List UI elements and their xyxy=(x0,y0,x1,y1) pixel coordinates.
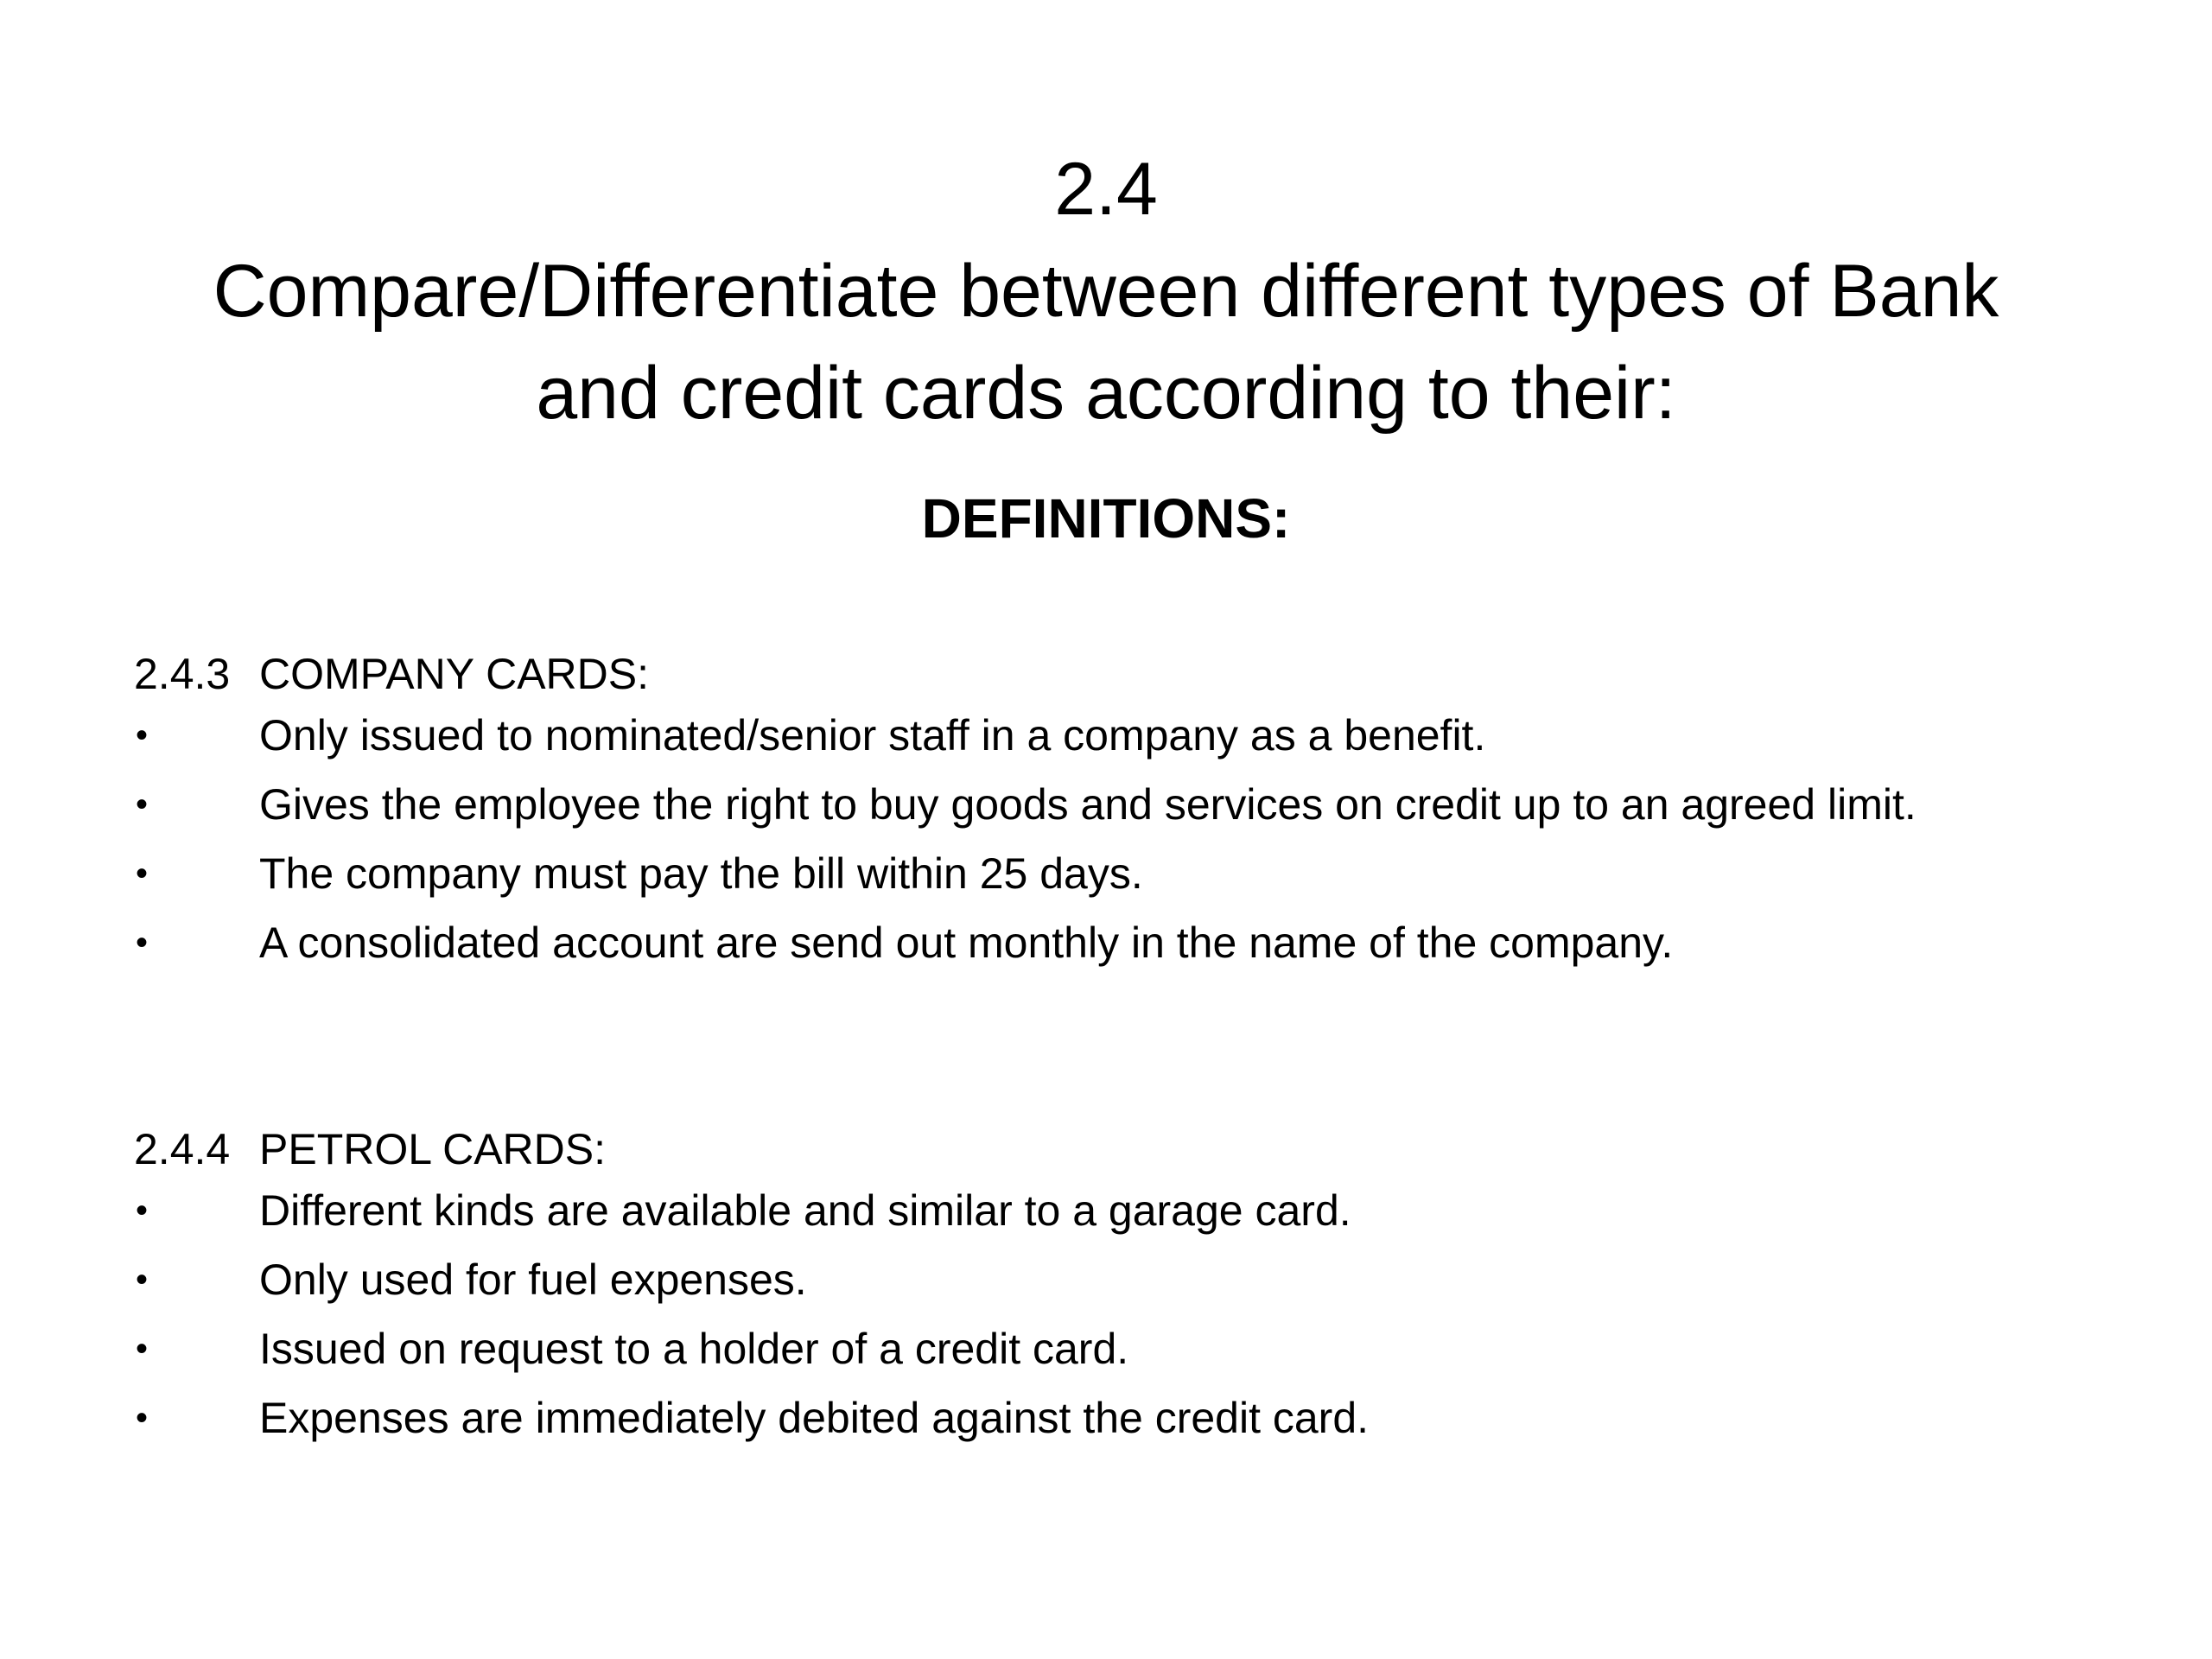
list-item-text: Only issued to nominated/senior staff in a company as a benefit. xyxy=(259,711,1486,760)
list-item-text: Only used for fuel expenses. xyxy=(259,1255,807,1304)
list-item-text: Issued on request to a holder of a credit card. xyxy=(259,1325,1129,1373)
list-item xyxy=(134,1322,2121,1376)
bullet-icon: • xyxy=(136,1330,149,1368)
list-item xyxy=(134,847,2121,900)
bullet-icon: • xyxy=(136,716,149,754)
title-line-2: and credit cards according to their: xyxy=(536,352,1676,435)
list-item xyxy=(134,916,2121,969)
list-item-text: The company must pay the bill within 25 days. xyxy=(259,849,1143,898)
bullet-icon: • xyxy=(136,855,149,893)
section-number: 2.4.4 xyxy=(134,1125,231,1173)
bullet-icon: • xyxy=(136,785,149,823)
bullet-list xyxy=(134,1184,2121,1445)
section-heading xyxy=(134,1115,2121,1184)
section-company-cards xyxy=(134,639,2121,985)
bullet-icon: • xyxy=(136,1261,149,1299)
list-item xyxy=(134,709,2121,762)
slide-title xyxy=(86,138,2126,444)
definitions-heading: DEFINITIONS: xyxy=(921,487,1291,550)
list-item-text: Gives the employee the right to buy goods and services on credit up to an agreed limit. xyxy=(259,780,1916,829)
list-item xyxy=(134,778,2121,831)
bullet-list xyxy=(134,709,2121,969)
list-item xyxy=(134,1184,2121,1237)
list-item xyxy=(134,1253,2121,1306)
bullet-icon: • xyxy=(136,1192,149,1230)
title-line-1: Compare/Differentiate between different types of Bank xyxy=(213,250,1999,333)
section-number: 2.4.3 xyxy=(134,650,231,698)
title-number: 2.4 xyxy=(1054,148,1158,231)
list-item-text: Expenses are immediately debited against the credit card. xyxy=(259,1394,1370,1442)
section-title: COMPANY CARDS: xyxy=(259,650,650,698)
section-petrol-cards xyxy=(134,1115,2121,1460)
list-item-text: Different kinds are available and similar to a garage card. xyxy=(259,1186,1351,1235)
section-title: PETROL CARDS: xyxy=(259,1125,607,1173)
list-item xyxy=(134,1391,2121,1445)
list-item-text: A consolidated account are send out monthly in the name of the company. xyxy=(259,918,1674,967)
bullet-icon: • xyxy=(136,924,149,962)
bullet-icon: • xyxy=(136,1399,149,1437)
section-heading xyxy=(134,639,2121,709)
